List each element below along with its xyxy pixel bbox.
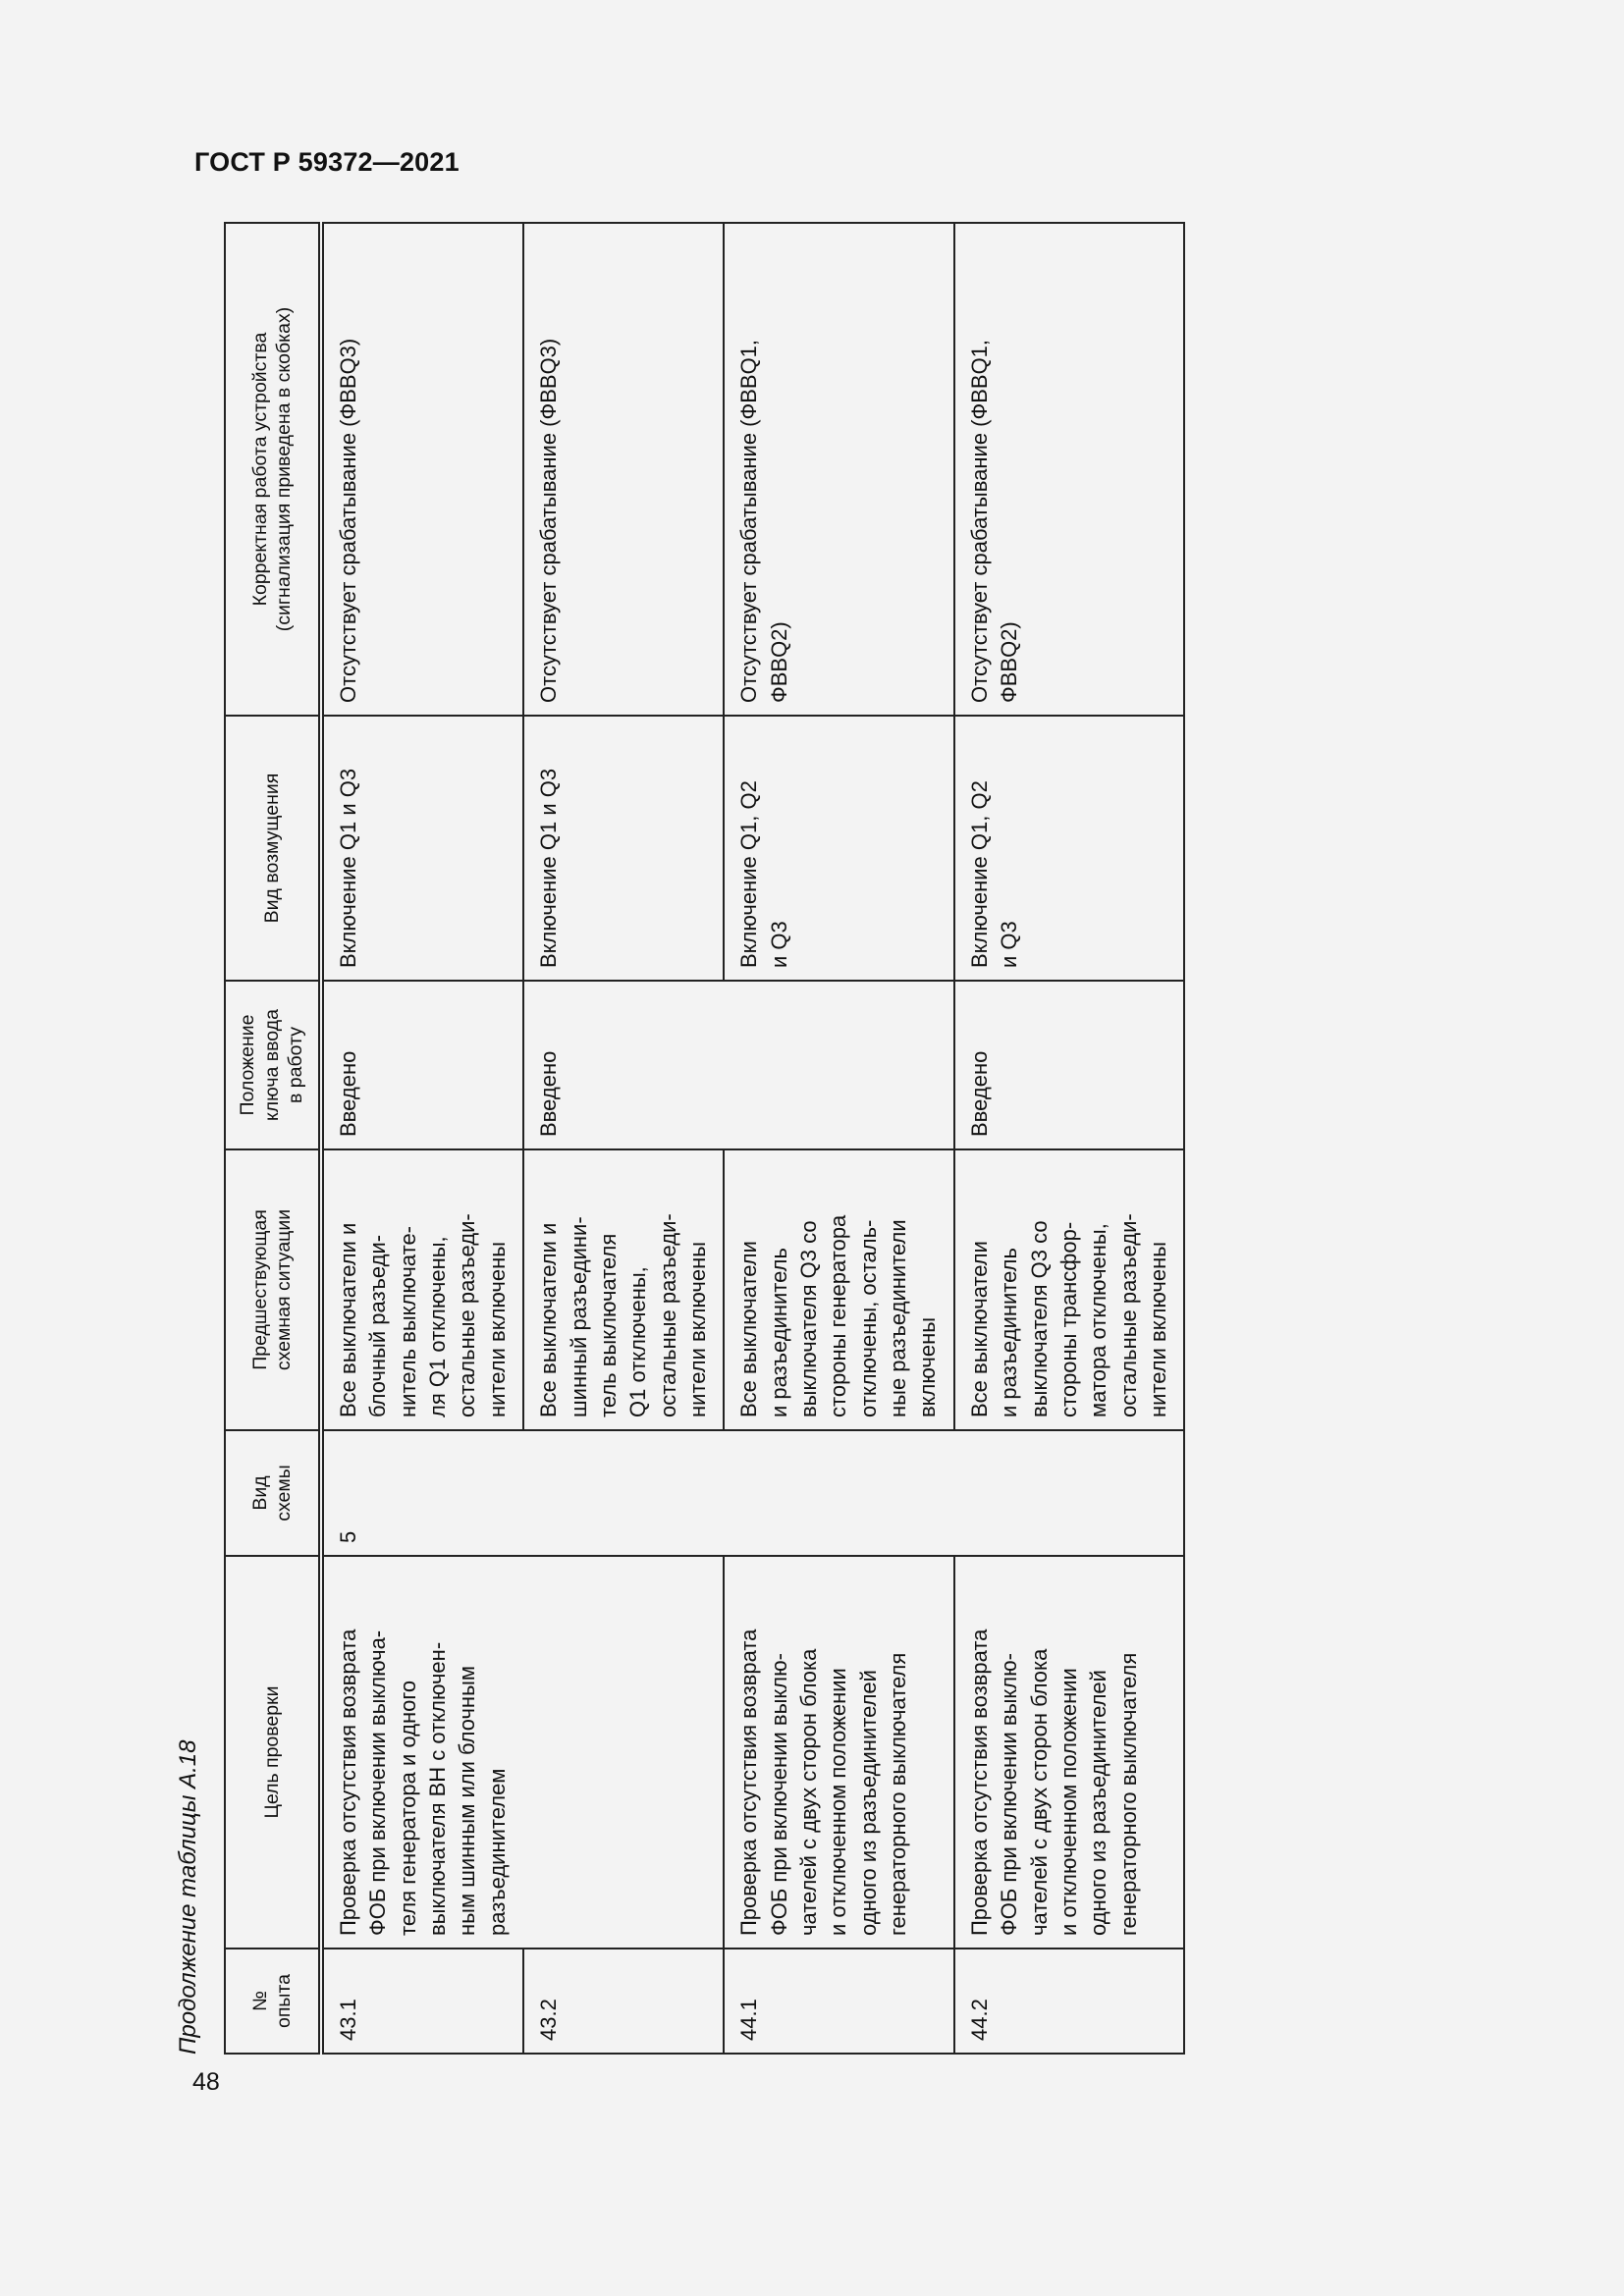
table-caption: Продолжение таблицы А.18: [175, 1739, 201, 2055]
cell-disturbance: Включение Q1 и Q3: [523, 716, 724, 981]
table-row: [724, 223, 954, 2054]
cell-key: Введено: [523, 981, 724, 1149]
col-header-scheme: Вид схемы: [225, 1430, 321, 1556]
col-header-situation: Предшествующая схемная ситуации: [225, 1149, 321, 1430]
document-code: ГОСТ Р 59372—2021: [194, 147, 460, 177]
test-table: [224, 222, 1185, 2055]
cell-disturbance: Включение Q1, Q2 и Q3: [954, 716, 1185, 981]
cell-num: 44.1: [724, 1949, 954, 2054]
cell-situation: Все выключатели и блочный разъеди- нитель выключате- ля Q1 отключены, остальные разъеди- нители включены: [321, 1149, 523, 1430]
cell-num: 43.2: [523, 1949, 724, 2054]
col-header-result: Корректная работа устройства (сигнализация приведена в скобках): [225, 223, 321, 716]
col-header-disturbance: Вид возмущения: [225, 716, 321, 981]
cell-purpose: Проверка отсутствия возврата ФОБ при включении выклю- чателей с двух сторон блока и отключенном положении одного из разъединителей генераторного выключателя: [724, 1556, 954, 1949]
col-header-key: Положение ключа ввода в работу: [225, 981, 321, 1149]
cell-num: 43.1: [321, 1949, 523, 2054]
cell-scheme: 5: [321, 1430, 523, 1556]
page-number: 48: [192, 2068, 220, 2096]
table-row: [321, 223, 523, 2054]
cell-num: 44.2: [954, 1949, 1185, 2054]
cell-situation: Все выключатели и разъединитель выключателя Q3 со стороны трансфор- матора отключены, остальные разъеди- нители включены: [954, 1149, 1185, 1430]
cell-situation: Все выключатели и разъединитель выключателя Q3 со стороны генератора отключены, осталь- ные разъединители включены: [724, 1149, 954, 1430]
table-header-row: [225, 223, 321, 2054]
col-header-num: № опыта: [225, 1949, 321, 2054]
cell-key: [724, 981, 954, 1149]
cell-key: Введено: [954, 981, 1185, 1149]
col-header-purpose: Цель проверки: [225, 1556, 321, 1949]
cell-result: Отсутствует срабатывание (ФВВQ1, ФВВQ2): [954, 223, 1185, 716]
table-row: [954, 223, 1185, 2054]
cell-result: Отсутствует срабатывание (ФВВQ1, ФВВQ2): [724, 223, 954, 716]
cell-scheme: [954, 1430, 1185, 1556]
cell-purpose: Проверка отсутствия возврата ФОБ при включении выклю- чателей с двух сторон блока и отключенном положении одного из разъединителей генераторного выключателя: [954, 1556, 1185, 1949]
cell-scheme: [724, 1430, 954, 1556]
cell-purpose: [523, 1556, 724, 1949]
table-row: [523, 223, 724, 2054]
cell-disturbance: Включение Q1, Q2 и Q3: [724, 716, 954, 981]
rotated-table-area: [175, 224, 1170, 2055]
cell-situation: Все выключатели и шинный разъедини- тель выключателя Q1 отключены, остальные разъеди- нители включены: [523, 1149, 724, 1430]
cell-scheme: [523, 1430, 724, 1556]
cell-purpose: Проверка отсутствия возврата ФОБ при включении выключа- теля генератора и одного выключателя ВН с отключен- ным шинным или блочным разъединителем: [321, 1556, 523, 1949]
cell-result: Отсутствует срабатывание (ФВВQ3): [321, 223, 523, 716]
cell-result: Отсутствует срабатывание (ФВВQ3): [523, 223, 724, 716]
cell-disturbance: Включение Q1 и Q3: [321, 716, 523, 981]
cell-key: Введено: [321, 981, 523, 1149]
